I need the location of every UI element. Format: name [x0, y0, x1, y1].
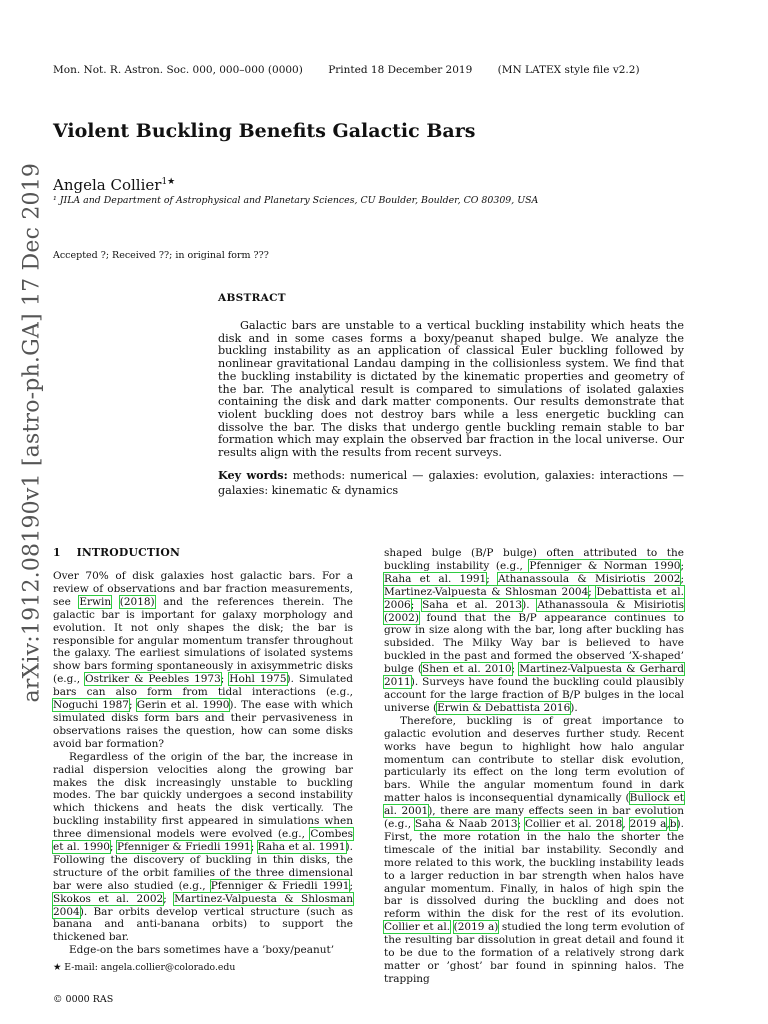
citation-link[interactable]: Saha & Naab 2013 [414, 818, 518, 831]
citation-link[interactable]: Collier et al. 2018 [524, 818, 623, 831]
citation-link[interactable]: Pfenniger & Norman 1990 [529, 559, 681, 572]
citation-link[interactable]: (2002) [384, 611, 419, 624]
citation-link[interactable]: Combes et al. 1990 [53, 828, 353, 854]
author-name: Angela Collier [53, 176, 162, 194]
journal-ref: Mon. Not. R. Astron. Soc. 000, 000–000 (0000) [53, 64, 303, 76]
received-line: Accepted ?; Received ??; in original form ??? [53, 250, 269, 261]
citation-link[interactable]: Skokos et al. 2002 [53, 892, 164, 905]
citation-link[interactable]: Martinez-Valpuesta & Shlosman 2004 [53, 892, 353, 918]
citation-link[interactable]: Martinez-Valpuesta & Gerhard 2011 [384, 663, 684, 689]
paragraph: shaped bulge (B/P bulge) often attributed to the buckling instability (e.g., Pfenniger & Norman 1990; Raha et al. 1991; Athanassoula & Misiriotis 2002; Martinez-Valpuesta & Shlosman 2004; Debattista et al. 2006; Saha et al. 2013). Athanassoula & Misiriotis (2002) found that the B/P appearance continues to grow in size along with the bar, long after buckling has subsided. The Milky Way bar is believed to have buckled in the past and formed the observed ’X-shaped’ bulge (Shen et al. 2010; Martinez-Valpuesta & Gerhard 2011). Surveys have found the buckling could plausibly account for the large fraction of B/P bulges in the local universe (Erwin & Debattista 2016). [384, 547, 684, 714]
paragraph: Therefore, buckling is of great importance to galactic evolution and deserves further study. Recent works have begun to highlight how halo angular momentum can contribute to stellar disk evolution, particularly its effect on the long term evolution of bars. While the angular momentum found in dark matter halos is inconsequential dynamically (Bullock et al. 2001), there are many effects seen in bar evolution (e.g., Saha & Naab 2013; Collier et al. 2018, 2019 a,b). First, the more rotation in the halo the shorter the timescale of the initial bar instability. Secondly and more related to this work, the buckling instability leads to a larger reduction in bar strength when halos have angular momentum. Finally, in halos of high spin the bar is dissolved during the buckling and does not reform within the disk for the rest of its evolution. Collier et al. (2019 a) studied the long term evolution of the resulting bar dissolution in great detail and found it to be due to the formation of a relatively strong dark matter or ’ghost’ bar found in spinning halos. The trapping [384, 714, 685, 985]
keywords-label: Key words: [218, 468, 288, 482]
printed-date: Printed 18 December 2019 [328, 64, 473, 76]
citation-link[interactable]: Collier et al. [384, 921, 451, 934]
running-header [53, 64, 662, 76]
abstract-heading: ABSTRACT [218, 292, 286, 304]
citation-link[interactable]: Bullock et al. 2001 [384, 792, 685, 818]
citation-link[interactable]: Pfenniger & Friedli 1991 [116, 841, 251, 854]
citation-link[interactable]: b [669, 818, 677, 831]
citation-link[interactable]: Hohl 1975 [229, 673, 287, 686]
citation-link[interactable]: Raha et al. 1991 [384, 572, 487, 585]
author-superscript: 1★ [161, 177, 176, 187]
citation-link[interactable]: 2019 a [629, 818, 667, 831]
abstract-text: Galactic bars are unstable to a vertical buckling instability which heats the disk and in some cases forms a boxy/peanut shaped bulge. We analyze the buckling instability as an application of classical Euler buckling followed by nonlinear gravitational Landau damping in the collisionless system. We find that the buckling instability is dictated by the kinematic properties and geometry of the bar. The analytical result is compared to simulations of isolated galaxies containing the disk and dark matter components. Our results demonstrate that violent buckling does not destroy bars while a less energetic buckling can dissolve the bar. The disks that undergo gentle buckling remain stable to bar formation which may explain the observed bar fraction in the local universe. Our results align with the results from recent surveys. [218, 319, 684, 460]
citation-link[interactable]: Gerin et al. 1990 [136, 699, 230, 712]
style-file: (MN LATEX style file v2.2) [497, 64, 640, 76]
citation-link[interactable]: (2019 a) [453, 921, 499, 934]
section-number: 1 [53, 546, 61, 559]
arxiv-stamp: arXiv:1912.08190v1 [astro-ph.GA] 17 Dec 2019 [19, 162, 45, 703]
citation-link[interactable]: Athanassoula & Misiriotis 2002 [498, 572, 681, 585]
paragraph: Regardless of the origin of the bar, the increase in radial dispersion velocities along the growing bar makes the disk increasingly unstable to buckling modes. The bar quickly undergoes a second instability which thickens and heats the disk vertically. The buckling instability first appeared in simulations when three dimensional models were evolved (e.g., Combes et al. 1990; Pfenniger & Friedli 1991; Raha et al. 1991). Following the discovery of buckling in thin disks, the structure of the orbit families of the three dimensional bar were also studied (e.g., Pfenniger & Friedli 1991; Skokos et al. 2002; Martinez-Valpuesta & Shlosman 2004). Bar orbits develop vertical structure (such as banana and anti-banana orbits) to support the thickened bar. [53, 750, 353, 944]
citation-link[interactable]: (2018) [119, 595, 155, 608]
citation-link[interactable]: Debattista et al. 2006 [384, 585, 684, 611]
paragraph: Over 70% of disk galaxies host galactic bars. For a review of observations and bar fraction measurements, see Erwin (2018) and the references therein. The galactic bar is important for galaxy morphology and evolution. It not only shapes the disk; the bar is responsible for angular momentum transfer throughout the galaxy. The earliest simulations of isolated systems show bars forming spontaneously in axisymmetric disks (e.g., Ostriker & Peebles 1973; Hohl 1975). Simulated bars can also form from tidal interactions (e.g., Noguchi 1987; Gerin et al. 1990). The ease with which simulated disks form bars and their pervasiveness in observations raises the question, how can some disks avoid bar formation? [53, 570, 354, 750]
author [53, 176, 175, 194]
right-column [384, 547, 684, 986]
section-heading [53, 546, 180, 559]
section-title: INTRODUCTION [76, 546, 181, 559]
citation-link[interactable]: Ostriker & Peebles 1973 [85, 673, 221, 686]
keywords-text: methods: numerical — galaxies: evolution, galaxies: interactions — galaxies: kinematic & dynamics [218, 469, 684, 497]
citation-link[interactable]: Saha et al. 2013 [422, 598, 523, 611]
copyright: © 0000 RAS [53, 994, 114, 1005]
citation-link[interactable]: Noguchi 1987 [53, 699, 129, 712]
citation-link[interactable]: Erwin & Debattista 2016 [437, 701, 571, 714]
paragraph: Edge-on the bars sometimes have a ’boxy/peanut’ [69, 944, 335, 957]
keywords [218, 468, 684, 498]
citation-link[interactable]: Athanassoula & Misiriotis [537, 598, 684, 611]
footnote: ★ E-mail: angela.collier@colorado.edu [53, 962, 236, 973]
citation-link[interactable]: Pfenniger & Friedli 1991 [210, 879, 350, 892]
citation-link[interactable]: Shen et al. 2010 [422, 663, 512, 676]
left-column [53, 570, 353, 957]
citation-link[interactable]: Martinez-Valpuesta & Shlosman 2004 [384, 585, 589, 598]
affiliation: ¹ JILA and Department of Astrophysical and Planetary Sciences, CU Boulder, Boulder, CO 80309, USA [53, 195, 539, 206]
citation-link[interactable]: Erwin [79, 595, 112, 608]
paper-title: Violent Buckling Benefits Galactic Bars [53, 120, 476, 142]
citation-link[interactable]: Raha et al. 1991 [257, 841, 346, 854]
